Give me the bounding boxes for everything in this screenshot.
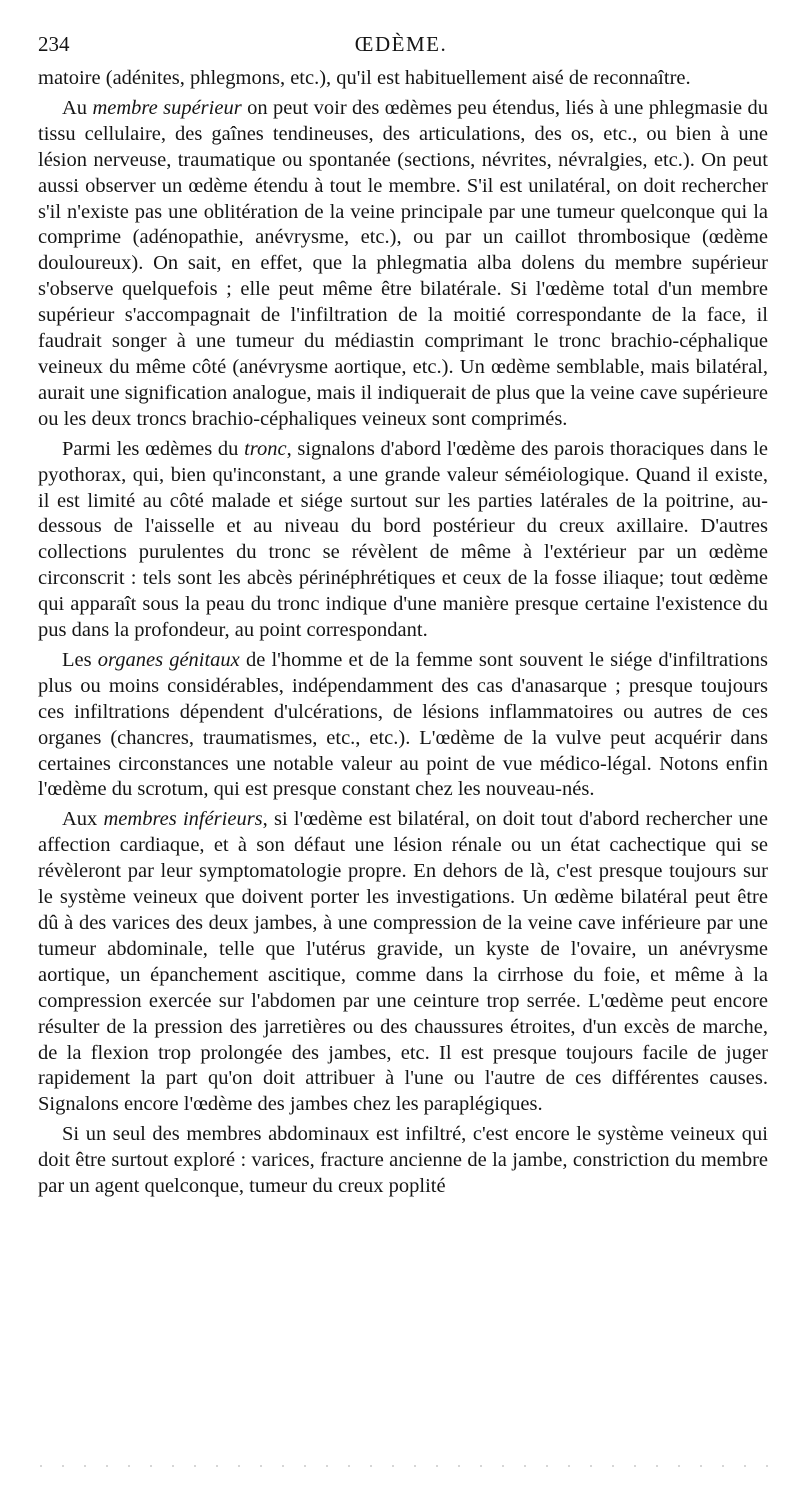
text-run: de l'homme et de la femme sont souvent le siége d'infiltrations plus ou moins considérables, indépendamment des cas d'anasarque ; presque toujours ces infiltrations dépendent d'ulcérations, de lésions inflammatoires ou autres de ces organes (chancres, traumatismes, etc., etc.). L'œdème de la vulve peut acquérir dans certaines circonstances une notable valeur au point de vue médico-légal. Notons enfin l'œdème du scrotum, qui est presque constant chez les nouveau-nés.	[38, 648, 768, 801]
text-run: Aux	[62, 808, 104, 831]
text-run: Les	[62, 648, 98, 671]
print-speckle-line	[30, 1464, 770, 1468]
text-run: , signalons d'abord l'œdème des parois thoraciques dans le pyothorax, qui, bien qu'inconstant, a une grande valeur séméiologique. Quand il existe, il est limité au côté malade et siége surtout sur les parties latérales de la poitrine, au-dessous de l'aisselle et au niveau du bord postérieur du creux axillaire. D'autres collections purulentes du tronc se révèlent de même à l'extérieur par un œdème circonscrit : tels sont les abcès périnéphrétiques et ceux de la fosse iliaque; tout œdème qui apparaît sous la peau du tronc indique d'une manière presque certaine l'existence du pus dans la profondeur, au point correspondant.	[38, 437, 768, 642]
text-run: matoire (adénites, phlegmons, etc.), qu'il est habituellement aisé de reconnaître.	[38, 67, 691, 89]
italic-term: membre supérieur	[92, 96, 242, 119]
paragraph	[38, 648, 768, 803]
text-run: Parmi les œdèmes du	[62, 437, 245, 460]
text-run: on peut voir des œdèmes peu étendus, liés à une phlegmasie du tissu cellulaire, des gaînes tendineuses, des articulations, des os, etc., ou bien à une lésion nerveuse, traumatique ou spontanée (sections, névrites, névralgies, etc.). On peut aussi observer un œdème étendu à tout le membre. S'il est unilatéral, on doit rechercher s'il n'existe pas une oblitération de la veine principale par une tumeur quelconque qui la comprime (adénopathie, anévrysme, etc.), ou par un caillot thrombosique (œdème douloureux). On sait, en effet, que la phlegmatia alba dolens du membre supérieur s'observe quelquefois ; elle peut même être bilatérale. Si l'œdème total d'un membre supérieur s'accompagnait de l'infiltration de la moitié correspondante de la face, il faudrait songer à une tumeur du médiastin comprimant le tronc brachio-céphalique veineux du même côté (anévrysme aortique, etc.). Un œdème semblable, mais bilatéral, aurait une signification analogue, mais il indiquerait de plus que la veine cave supérieure ou les deux troncs brachio-céphaliques veineux sont comprimés.	[38, 96, 768, 430]
paragraph	[38, 437, 768, 644]
paragraph	[38, 1122, 768, 1200]
text-run: , si l'œdème est bilatéral, on doit tout d'abord rechercher une affection cardiaque, et à son défaut une lésion rénale ou un état cachectique qui se révèleront par leur symptomatologie propre. En dehors de là, c'est presque toujours sur le système veineux que doivent porter les investigations. Un œdème bilatéral peut être dû à des varices des deux jambes, à une compression de la veine cave inférieure par une tumeur abdominale, telle que l'utérus gravide, un kyste de l'ovaire, un anévrysme aortique, un épanchement ascitique, comme dans la cirrhose du foie, et même à la compression exercée sur l'abdomen par une ceinture trop serrée. L'œdème peut encore résulter de la pression des jarretières ou des chaussures étroites, d'un excès de marche, de la flexion trop prolongée des jambes, etc. Il est presque toujours facile de juger rapidement la part qu'on doit attribuer à l'une ou l'autre de ces différentes causes. Signalons encore l'œdème des jambes chez les paraplégiques.	[38, 808, 768, 1116]
page-number: 234	[38, 32, 70, 56]
paragraph	[38, 96, 768, 433]
italic-term: tronc	[244, 437, 287, 460]
italic-term: membres inférieurs	[103, 808, 263, 831]
paragraph	[38, 66, 768, 92]
text-run: Si un seul des membres abdominaux est infiltré, c'est encore le système veineux qui doit être surtout exploré : varices, fracture ancienne de la jambe, constriction du membre par un agent quelconque, tumeur du creux poplité	[38, 1123, 768, 1198]
running-head	[38, 30, 764, 58]
text-run: Au	[62, 96, 93, 119]
body-text	[38, 66, 768, 1204]
running-title: ŒDÈME.	[354, 32, 448, 56]
italic-term: organes génitaux	[97, 648, 240, 671]
paragraph	[38, 807, 768, 1118]
